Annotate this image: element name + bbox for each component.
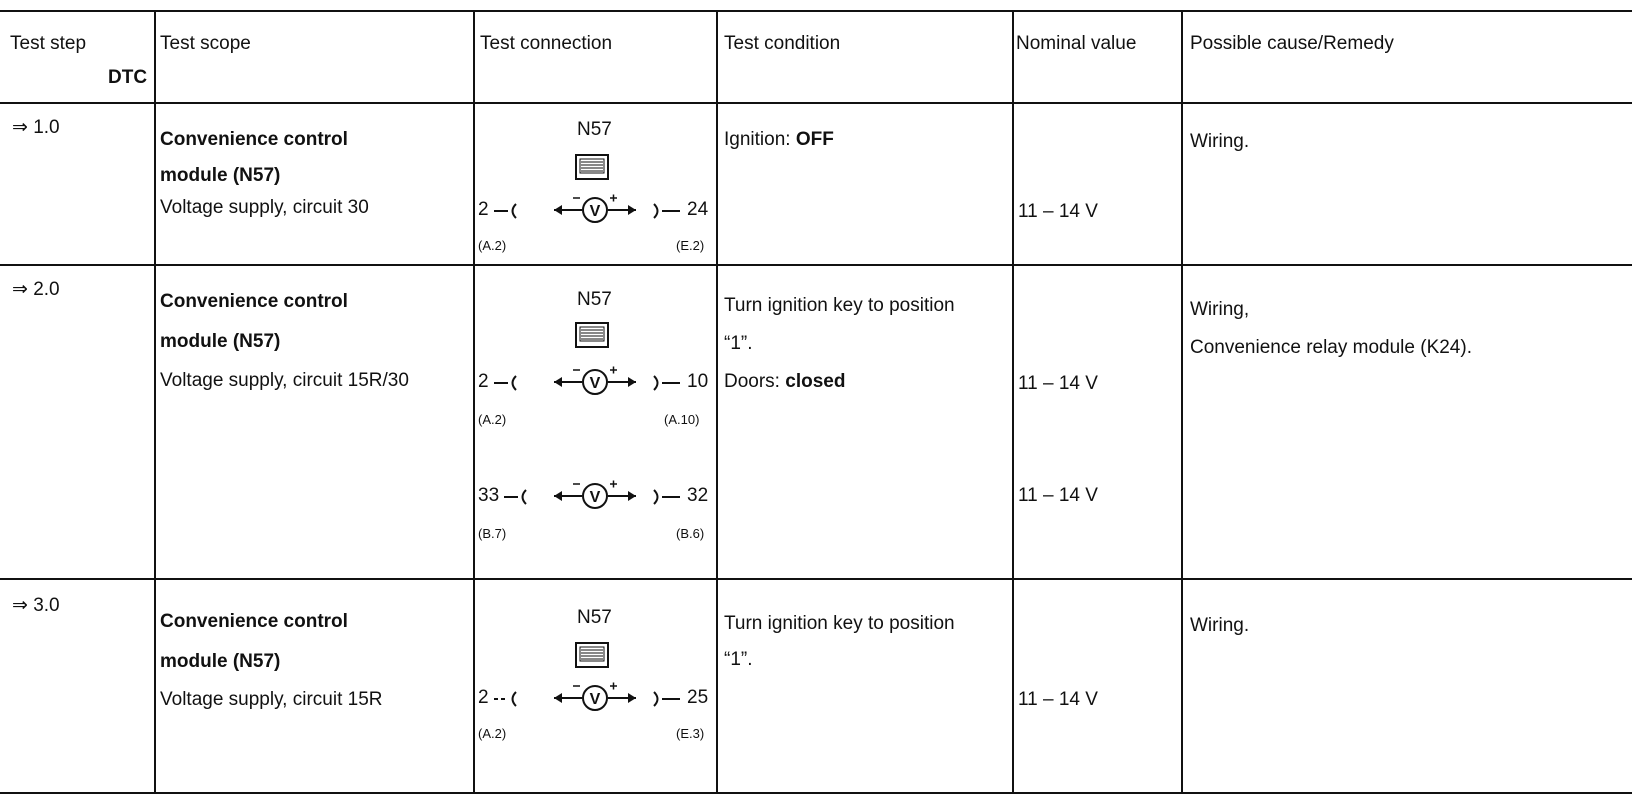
row-2-left-pin-2: 33 xyxy=(478,485,500,506)
col-rule-4 xyxy=(1012,10,1014,794)
header-test-condition: Test condition xyxy=(724,33,841,54)
row-2-left-ref-2: (B.7) xyxy=(478,526,507,541)
table-bottom-rule xyxy=(0,792,1632,794)
row-1-condition-label: Ignition: xyxy=(724,129,796,150)
row-3-left-pin: 2 xyxy=(478,687,489,708)
row-2-scope-title-1: Convenience control xyxy=(160,291,348,312)
col-rule-3 xyxy=(716,10,718,794)
row-2-scope-desc: Voltage supply, circuit 15R/30 xyxy=(160,370,409,391)
control-module-icon xyxy=(575,154,609,180)
voltmeter-icon xyxy=(550,365,640,399)
row-1-cause: Wiring. xyxy=(1190,131,1250,152)
row-2-module-label: N57 xyxy=(577,289,612,310)
row-3-nominal: 11 – 14 V xyxy=(1018,689,1098,710)
row-1-right-pin: 24 xyxy=(687,199,709,220)
row-3-cause: Wiring. xyxy=(1190,615,1250,636)
voltmeter-icon xyxy=(550,193,640,227)
row-2-scope-title-2: module (N57) xyxy=(160,331,281,352)
control-module-icon xyxy=(575,322,609,348)
header-dtc: DTC xyxy=(108,67,148,88)
row-2-bottom-rule xyxy=(0,578,1632,580)
row-3-right-pin: 25 xyxy=(687,687,709,708)
row-2-cause-1: Wiring, xyxy=(1190,299,1250,320)
row-3-module-label: N57 xyxy=(577,607,612,628)
row-1-bottom-rule xyxy=(0,264,1632,266)
voltmeter-icon xyxy=(550,681,640,715)
row-2-right-ref: (A.10) xyxy=(664,412,700,427)
plug-right-icon xyxy=(648,373,682,393)
voltmeter-icon xyxy=(550,479,640,513)
header-nominal-value: Nominal value xyxy=(1016,33,1137,54)
row-1-scope-title-1: Convenience control xyxy=(160,129,348,150)
socket-left-icon xyxy=(492,201,526,221)
row-3-scope-desc: Voltage supply, circuit 15R xyxy=(160,689,383,710)
row-3-scope-title-2: module (N57) xyxy=(160,651,281,672)
row-2-condition-3 xyxy=(724,370,845,394)
row-3-left-ref: (A.2) xyxy=(478,726,507,741)
plug-right-icon xyxy=(648,201,682,221)
table-top-rule xyxy=(0,10,1632,12)
row-2-condition-label: Doors: xyxy=(724,371,786,392)
row-2-nominal-2: 11 – 14 V xyxy=(1018,485,1098,506)
row-1-nominal: 11 – 14 V xyxy=(1018,201,1098,222)
row-3-step: ⇒ 3.0 xyxy=(12,595,60,616)
voltmeter-symbol: V xyxy=(589,691,601,708)
row-3-right-ref: (E.3) xyxy=(676,726,705,741)
control-module-icon xyxy=(575,642,609,668)
header-test-connection: Test connection xyxy=(480,33,613,54)
row-2-left-pin: 2 xyxy=(478,371,489,392)
row-2-right-pin: 10 xyxy=(687,371,709,392)
row-3-condition-2: “1”. xyxy=(724,649,753,670)
row-2-right-pin-2: 32 xyxy=(687,485,709,506)
header-test-step: Test step xyxy=(10,33,87,54)
socket-left-icon xyxy=(492,689,526,709)
row-2-right-ref-2: (B.6) xyxy=(676,526,705,541)
socket-left-icon xyxy=(492,373,526,393)
row-1-left-ref: (A.2) xyxy=(478,238,507,253)
row-2-left-ref: (A.2) xyxy=(478,412,507,427)
header-test-scope: Test scope xyxy=(160,33,251,54)
voltmeter-symbol: V xyxy=(589,203,601,220)
plug-right-icon xyxy=(648,689,682,709)
row-3-scope-title-1: Convenience control xyxy=(160,611,348,632)
row-1-scope-desc: Voltage supply, circuit 30 xyxy=(160,197,369,218)
row-2-condition-1: Turn ignition key to position xyxy=(724,295,955,316)
row-1-module-label: N57 xyxy=(577,119,612,140)
row-2-cause-2: Convenience relay module (K24). xyxy=(1190,337,1472,358)
socket-left-icon xyxy=(502,487,536,507)
col-rule-2 xyxy=(473,10,475,794)
row-2-step: ⇒ 2.0 xyxy=(12,279,60,300)
row-1-step: ⇒ 1.0 xyxy=(12,117,60,138)
header-bottom-rule xyxy=(0,102,1632,104)
plug-right-icon xyxy=(648,487,682,507)
row-1-scope-title-2: module (N57) xyxy=(160,165,281,186)
col-rule-1 xyxy=(154,10,156,794)
row-2-nominal: 11 – 14 V xyxy=(1018,373,1098,394)
header-possible-cause: Possible cause/Remedy xyxy=(1190,33,1394,54)
row-1-left-pin: 2 xyxy=(478,199,489,220)
voltmeter-symbol: V xyxy=(589,375,601,392)
row-1-condition-value: OFF xyxy=(795,129,834,150)
row-2-condition-2: “1”. xyxy=(724,333,753,354)
col-rule-5 xyxy=(1181,10,1183,794)
row-3-condition-1: Turn ignition key to position xyxy=(724,613,955,634)
row-1-right-ref: (E.2) xyxy=(676,238,705,253)
row-1-condition xyxy=(724,128,834,152)
voltmeter-symbol: V xyxy=(589,489,601,506)
row-2-condition-value: closed xyxy=(785,371,846,392)
